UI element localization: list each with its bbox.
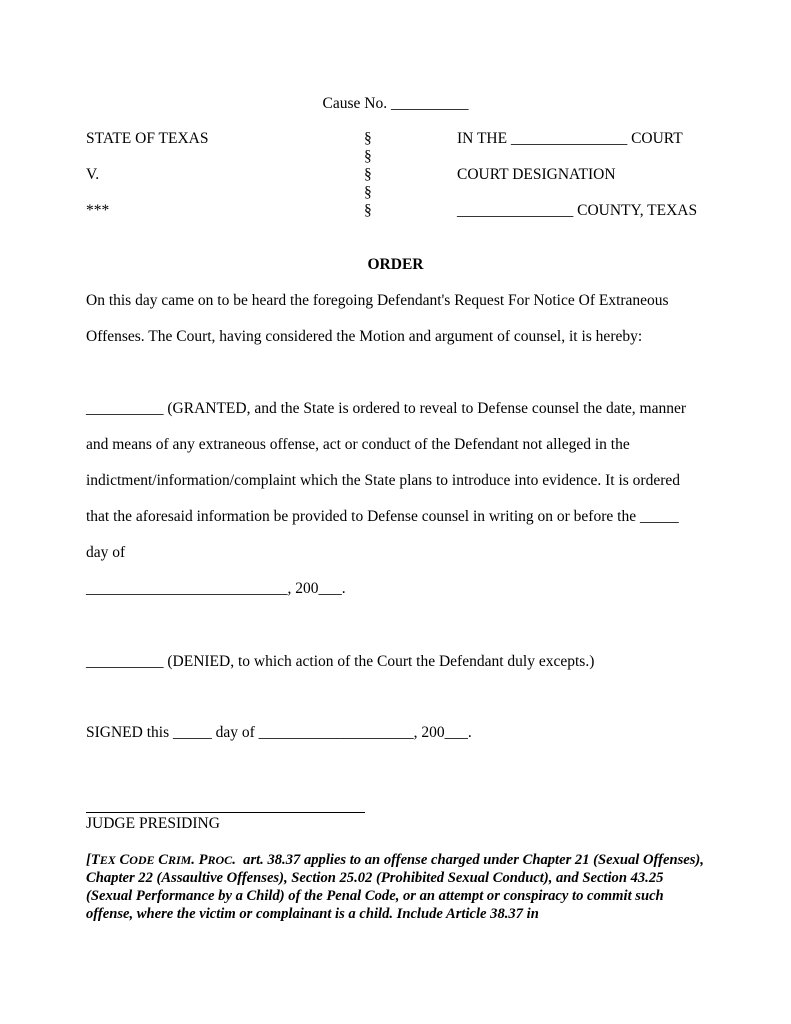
granted-line: and means of any extraneous offense, act or conduct of the Defendant not alleged in the bbox=[86, 436, 630, 453]
caption-county: _______________ COUNTY, TEXAS bbox=[457, 202, 698, 219]
intro-line: Offenses. The Court, having considered the Motion and argument of counsel, it is hereby: bbox=[86, 328, 643, 345]
caption-defendant: *** bbox=[86, 202, 110, 219]
denied-line: __________ (DENIED, to which action of the Court the Defendant duly excepts.) bbox=[86, 653, 595, 670]
section-symbol: § bbox=[364, 148, 372, 165]
granted-line: indictment/information/complaint which the State plans to introduce into evidence. It is ordered bbox=[86, 472, 681, 489]
note-open-bracket: [ bbox=[86, 852, 91, 868]
order-title: ORDER bbox=[367, 256, 424, 273]
judge-presiding-label: JUDGE PRESIDING bbox=[86, 815, 220, 832]
note-code-p: P bbox=[198, 852, 208, 868]
caption-versus: V. bbox=[86, 166, 100, 183]
granted-date-line: __________________________, 200___. bbox=[86, 580, 346, 597]
cause-number: Cause No. __________ bbox=[322, 95, 469, 112]
caption-court: IN THE _______________ COURT bbox=[457, 130, 683, 147]
section-symbol: § bbox=[364, 184, 372, 201]
section-symbol: § bbox=[364, 130, 372, 147]
intro-line: On this day came on to be heard the foregoing Defendant's Request For Notice Of Extraneous bbox=[86, 292, 669, 309]
note-code-rim: RIM bbox=[167, 853, 192, 867]
granted-line: day of bbox=[86, 544, 126, 561]
section-symbol: § bbox=[364, 202, 372, 219]
caption-party-state: STATE OF TEXAS bbox=[86, 130, 209, 147]
note-code-ex: EX bbox=[99, 853, 116, 867]
note-code-cr: C bbox=[158, 852, 168, 868]
note-code-t: T bbox=[90, 852, 100, 868]
section-symbol: § bbox=[364, 166, 372, 183]
note-code-c: C bbox=[119, 852, 130, 868]
note-text: art. 38.37 applies to an offense charged under Chapter 21 (Sexual Offenses), Chapter 22 (Assaultive Offenses), Section 25.02 (Prohibited Sexual Conduct), and Section 43.25 (Sexual Performance by a Child) of the Penal Code, or an attempt or conspiracy to commit such offense, where the victim or complainant is a child. Include Article 38.37 in bbox=[86, 852, 704, 922]
note-code-roc: ROC bbox=[207, 853, 233, 867]
caption-court-designation: COURT DESIGNATION bbox=[457, 166, 616, 183]
granted-line: __________ (GRANTED, and the State is ordered to reveal to Defense counsel the date, manner bbox=[86, 400, 687, 417]
note-code-ode: ODE bbox=[129, 853, 155, 867]
judge-signature-line bbox=[86, 812, 365, 813]
signed-line: SIGNED this _____ day of ____________________, 200___. bbox=[86, 724, 472, 741]
statute-note: [TEX CODE CRIM. PROC. art. 38.37 applies to an offense charged under Chapter 21 (Sexual Offenses), Chapter 22 (Assaultive Offenses), Section 25.02 (Prohibited Sexual Conduct), and Section 43.25 (Sexual Performance by a Child) of the Penal Code, or an attempt or conspiracy to commit such offense, where the victim or complainant is a child. Include Article 38.37 in bbox=[86, 852, 704, 922]
granted-line: that the aforesaid information be provided to Defense counsel in writing on or before the _____ bbox=[86, 508, 679, 525]
